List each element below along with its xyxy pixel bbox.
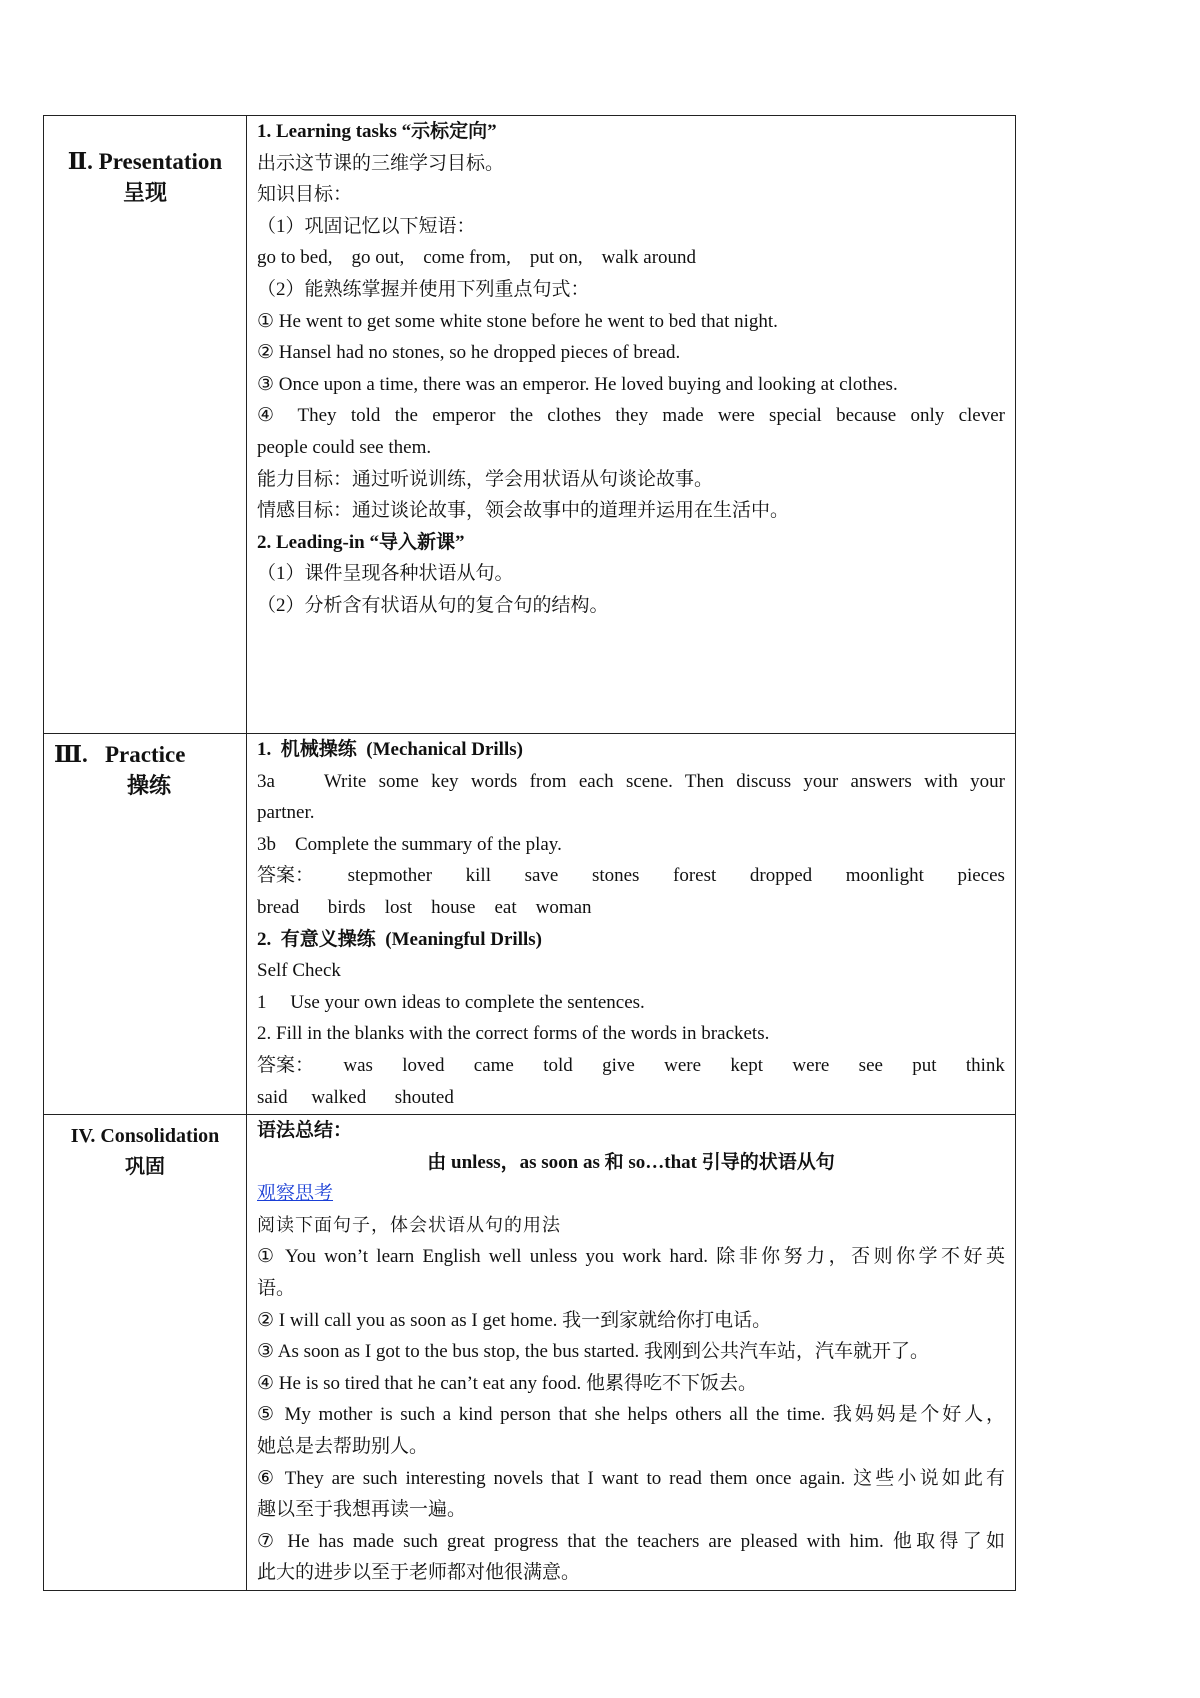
grammar-summary-heading: 语法总结： [257, 1120, 353, 1141]
learning-tasks-heading: 1. Learning tasks “示标定向” [257, 121, 497, 142]
answer-label: 答案： [257, 1054, 315, 1076]
presentation-content-cell [247, 116, 1016, 734]
content-line: partner. [257, 802, 315, 824]
answer-word: pieces [957, 865, 1005, 887]
content-line: 知识目标： [257, 184, 353, 206]
presentation-stage-title: Ⅱ. Presentation [67, 149, 223, 174]
practice-stage-cell [44, 734, 247, 1115]
practice-stage-subtitle: 操练 [127, 773, 172, 798]
presentation-stage-subtitle: 呈现 [122, 180, 167, 205]
answer-word: kept [730, 1054, 764, 1076]
answer-line-2 [257, 1050, 1005, 1082]
presentation-stage-cell [44, 116, 247, 734]
example-sentence-continued: 语。 [257, 1277, 296, 1299]
example-sentence: ⑦ He has made such great progress that the teachers are pleased with him. 他取得了如 [257, 1530, 1005, 1552]
content-line: 1 Use your own ideas to complete the sentences. [257, 991, 645, 1013]
ability-goal: 能力目标：通过听说训练，学会用状语从句谈论故事。 [257, 468, 714, 490]
content-line: （1）巩固记忆以下短语： [257, 215, 476, 237]
content-line: 3b Complete the summary of the play. [257, 833, 562, 855]
practice-content-cell [247, 734, 1016, 1115]
content-line: 2. Fill in the blanks with the correct forms of the words in brackets. [257, 1023, 770, 1045]
consolidation-stage-subtitle: 巩固 [125, 1156, 165, 1178]
mechanical-drills-heading: 1. 机械操练 (Mechanical Drills) [257, 739, 523, 760]
answer-word: were [792, 1054, 830, 1076]
answer-word: told [543, 1054, 573, 1076]
example-sentence: ② I will call you as soon as I get home. 我一到家就给你打电话。 [257, 1309, 772, 1331]
example-sentence: ① You won’t learn English well unless you work hard. 除非你努力，否则你学不好英 [257, 1246, 1005, 1268]
example-sentence: ⑥ They are such interesting novels that I want to read them once again. 这些小说如此有 [257, 1467, 1005, 1489]
answer-line-1 [257, 860, 1005, 892]
consolidation-stage-title: IV. Consolidation [70, 1125, 220, 1147]
answer-word: were [664, 1054, 702, 1076]
consolidation-content-cell [247, 1115, 1016, 1591]
answer-word: loved [402, 1054, 445, 1076]
consolidation-stage-cell [44, 1115, 247, 1591]
meaningful-drills-heading: 2. 有意义操练 (Meaningful Drills) [257, 928, 542, 950]
content-line: （2）能熟练掌握并使用下列重点句式： [257, 278, 590, 300]
answer-line-1-continued: bread birds lost house eat woman [257, 896, 592, 918]
answer-word: moonlight [845, 865, 924, 887]
answer-word: put [912, 1054, 937, 1076]
sentence-item-continued: people could see them. [257, 436, 432, 458]
example-sentence: ④ He is so tired that he can’t eat any food. 他累得吃不下饭去。 [257, 1372, 758, 1394]
emotion-goal: 情感目标：通过谈论故事，领会故事中的道理并运用在生活中。 [257, 500, 790, 522]
answer-word: stepmother [347, 865, 433, 887]
lesson-plan-table [43, 115, 1016, 1591]
answer-word: give [602, 1054, 635, 1076]
content-line: （1）课件呈现各种状语从句。 [257, 563, 514, 585]
answer-label: 答案： [257, 865, 315, 887]
answer-line-2-continued: said walked shouted [257, 1086, 454, 1108]
answer-word: see [858, 1054, 883, 1076]
observe-think-link[interactable]: 观察思考 [257, 1183, 334, 1205]
answer-word: forest [673, 865, 717, 887]
presentation-row [44, 116, 1016, 734]
content-line: 出示这节课的三维学习目标。 [257, 152, 505, 174]
practice-row [44, 734, 1016, 1115]
consolidation-row [44, 1115, 1016, 1591]
content-line: Self Check [257, 960, 341, 982]
sentence-item: ② Hansel had no stones, so he dropped pieces of bread. [257, 342, 681, 364]
example-sentence-continued: 她总是去帮助别人。 [257, 1435, 429, 1457]
example-sentence-continued: 此大的进步以至于老师都对他很满意。 [257, 1562, 581, 1584]
instruction-line: 阅读下面句子，体会状语从句的用法 [257, 1214, 561, 1235]
leading-in-heading: 2. Leading-in “导入新课” [257, 531, 465, 553]
sentence-item: ④ They told the emperor the clothes they made were special because only clever [257, 405, 1005, 427]
answer-word: save [524, 865, 559, 887]
answer-word: think [965, 1054, 1005, 1076]
example-sentence: ③ As soon as I got to the bus stop, the bus started. 我刚到公共汽车站，汽车就开了。 [257, 1341, 929, 1363]
example-sentence-continued: 趣以至于我想再读一遍。 [257, 1499, 467, 1521]
phrases-line: go to bed, go out, come from, put on, walk around [257, 247, 697, 269]
content-line: 3a Write some key words from each scene. Then discuss your answers with your [257, 770, 1005, 792]
answer-word: was [343, 1054, 373, 1076]
practice-stage-title: Ⅲ. Practice [54, 742, 186, 767]
example-sentence: ⑤ My mother is such a kind person that she helps others all the time. 我妈妈是个好人， [257, 1404, 1005, 1426]
answer-word: came [473, 1054, 514, 1076]
content-line: （2）分析含有状语从句的复合句的结构。 [257, 594, 609, 616]
answer-word: dropped [749, 865, 813, 887]
sentence-item: ③ Once upon a time, there was an emperor. He loved buying and looking at clothes. [257, 373, 898, 395]
sentence-item: ① He went to get some white stone before he went to bed that night. [257, 310, 778, 332]
answer-word: kill [465, 865, 491, 887]
grammar-subheading: 由 unless，as soon as 和 so…that 引导的状语从句 [427, 1151, 835, 1173]
answer-word: stones [591, 865, 640, 887]
